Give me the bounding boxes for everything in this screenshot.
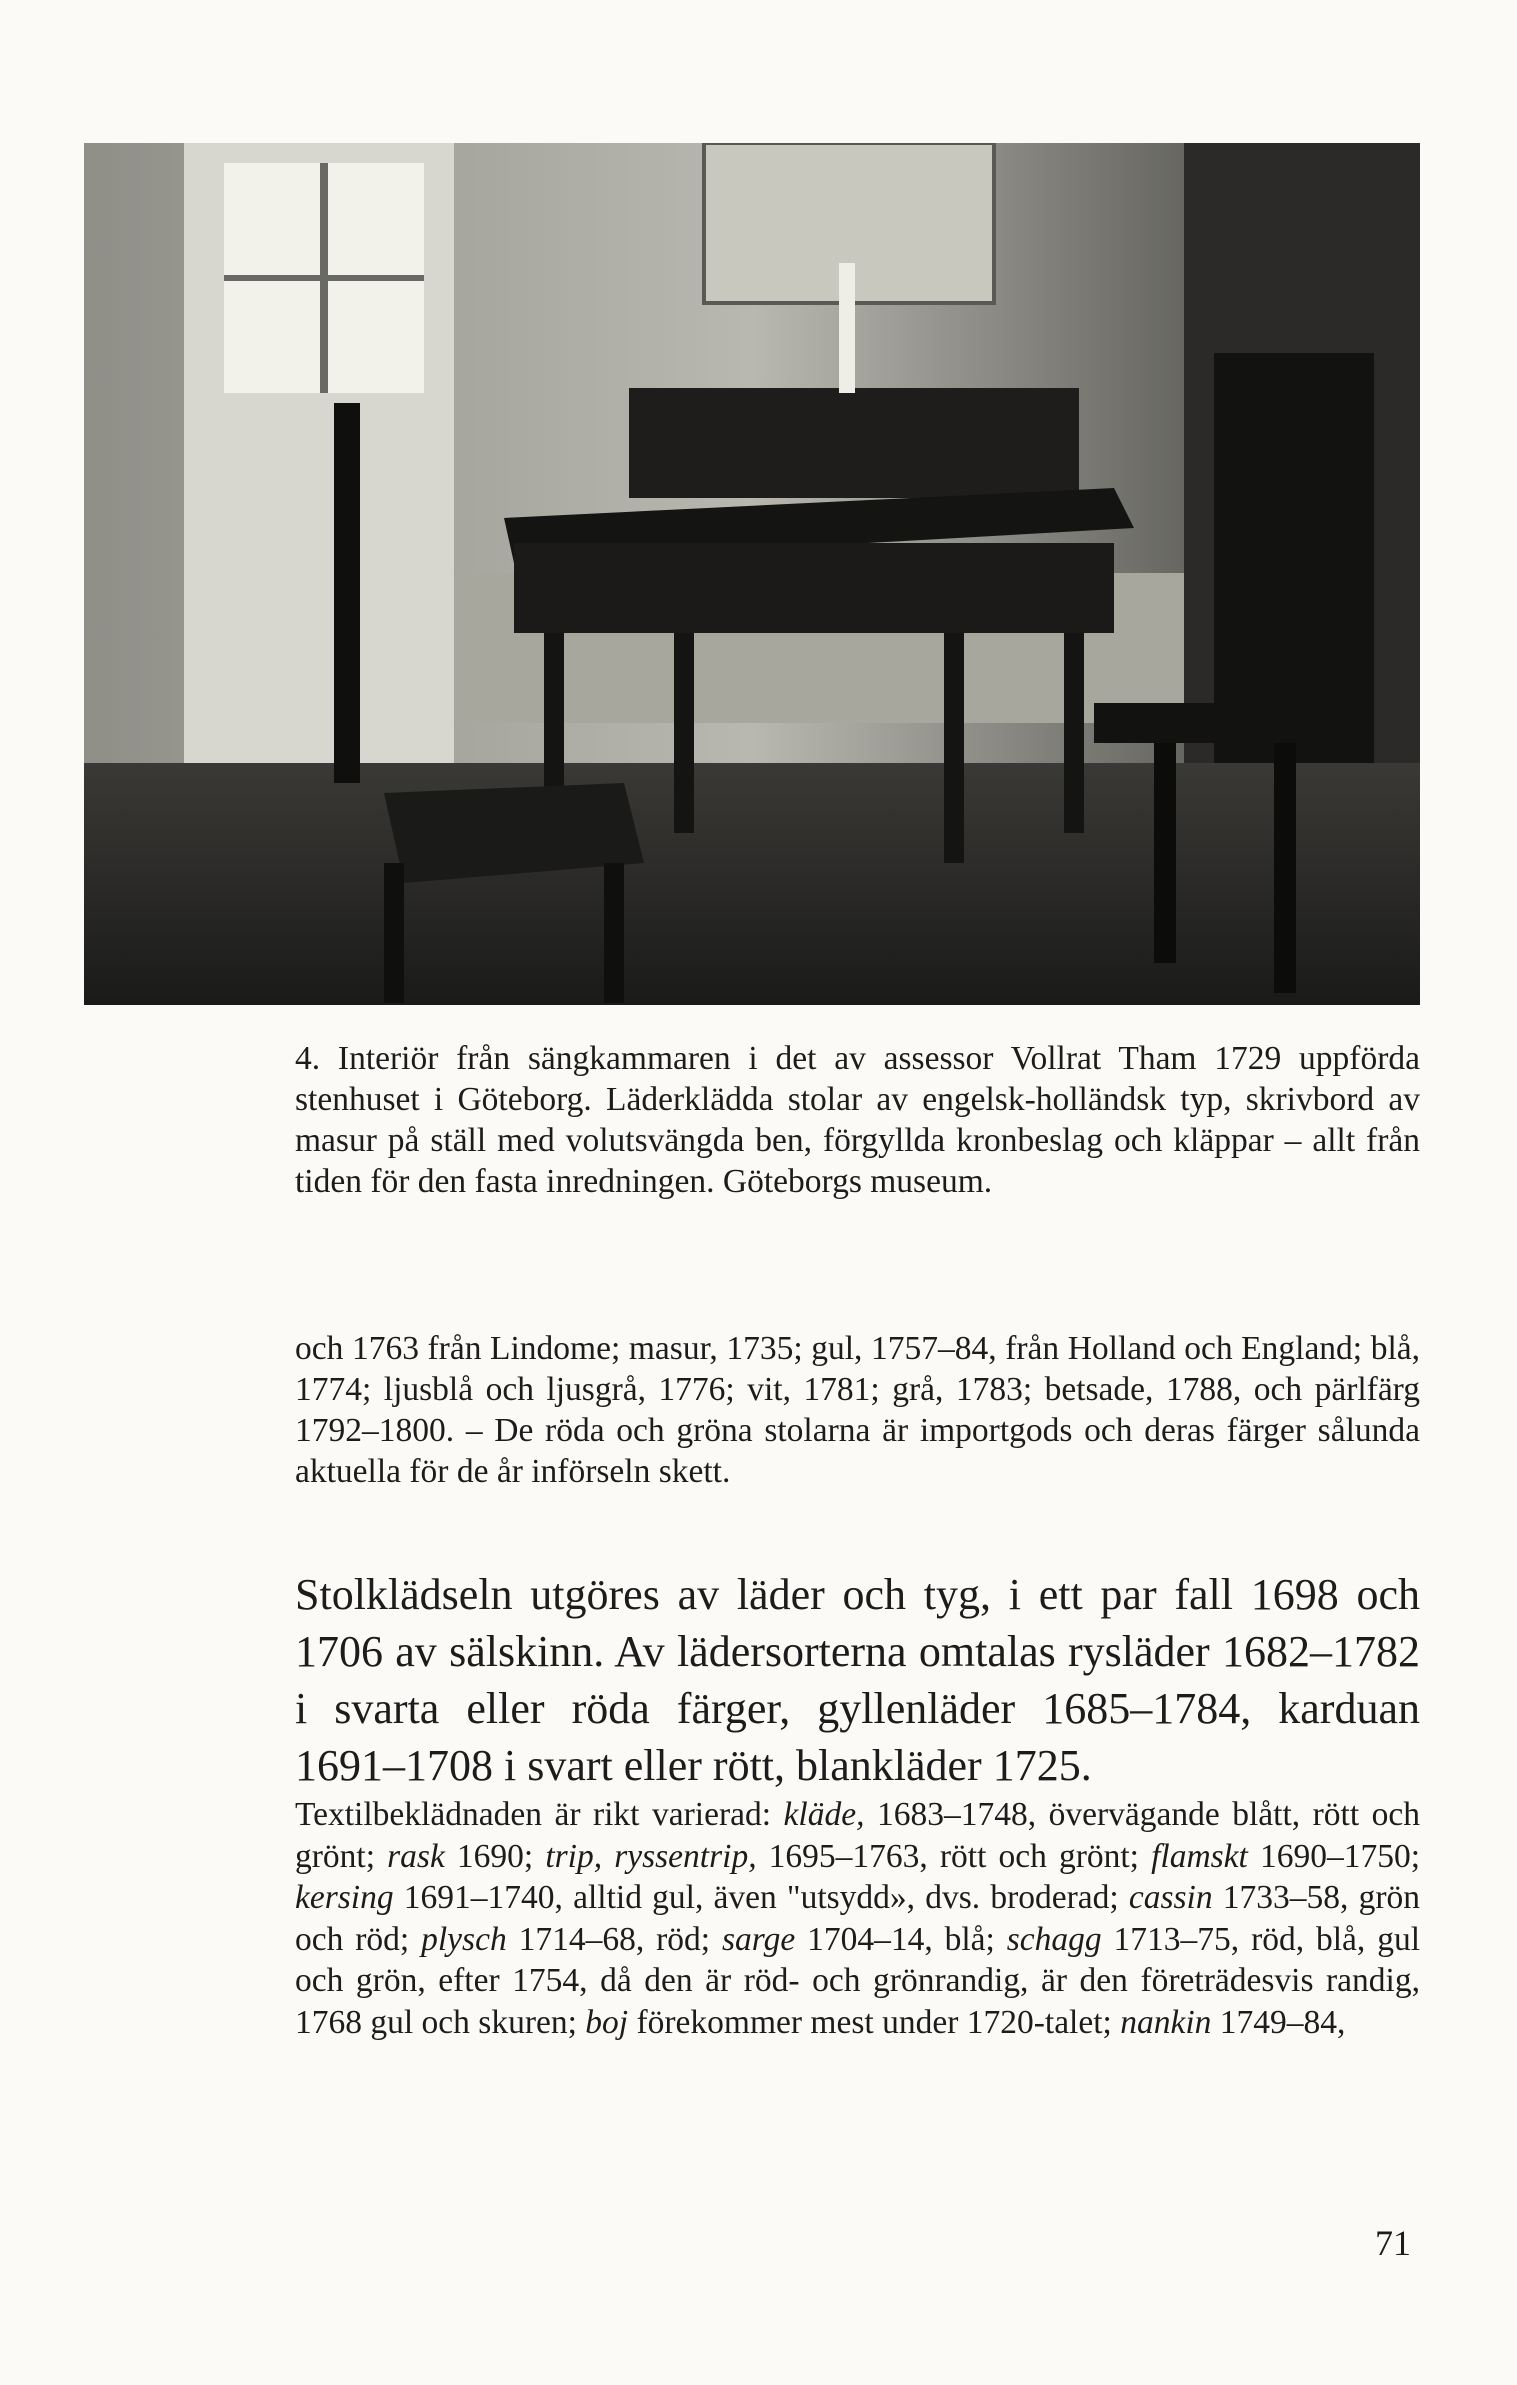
term-italic: cassin xyxy=(1128,1879,1213,1917)
figure-caption xyxy=(295,1038,1420,1202)
lead-paragraph xyxy=(295,1566,1420,1794)
term-italic: schagg xyxy=(1006,1920,1102,1958)
term-italic: plysch xyxy=(421,1920,507,1958)
text-run: 1714–68, röd; xyxy=(506,1920,722,1958)
page-number: 71 xyxy=(1375,2223,1411,2263)
interior-photo-icon xyxy=(84,143,1420,1005)
caption-text: 4. Interiör från sängkammaren i det av assessor Vollrat Tham 1729 uppförda stenhuset i Göteborg. Läderklädda stolar av engelsk-holländsk typ, skrivbord av masur på ställ med volutsvängda ben, förgyllda kronbeslag och kläppar – allt från tiden för den fasta inredningen. Göteborgs museum. xyxy=(295,1040,1420,1200)
text-run: Textilbeklädnaden är rikt varierad: xyxy=(295,1796,784,1833)
text-run: 1695–1763, rött och grönt; xyxy=(756,1837,1152,1875)
term-italic: rask xyxy=(387,1837,445,1875)
body-paragraph-1 xyxy=(295,1328,1420,1492)
interior-photo xyxy=(84,143,1420,1005)
body-paragraph-2-text xyxy=(295,1794,1420,2044)
text-run: 1683–1748, övervägande blått, rött och grönt; xyxy=(295,1796,1421,1875)
term-italic: kläde, xyxy=(783,1796,865,1833)
lead-paragraph-text: Stolklädseln utgöres av läder och tyg, i ett par fall 1698 och 1706 av sälskinn. Av lädersorterna omtalas rysläder 1682–1782 i svarta eller röda färger, gyllenläder 1685–1784, karduan 1691–1708 i svart eller rött, blankläder 1725. xyxy=(295,1570,1420,1790)
text-run: 1690–1750; xyxy=(1247,1837,1421,1875)
text-run: 1733–58, grön och röd; xyxy=(295,1879,1420,1958)
term-italic: nankin xyxy=(1120,2003,1212,2041)
text-run: 1749–84, xyxy=(1211,2003,1346,2041)
text-run: 1704–14, blå; xyxy=(795,1920,1007,1958)
body-paragraph-1-text: och 1763 från Lindome; masur, 1735; gul, 1757–84, från Holland och England; blå, 1774; ljusblå och ljusgrå, 1776; vit, 1781; grå, 1783; betsade, 1788, och pärlfärg 1792–1800. – De röda och gröna stolarna är importgods och deras färger sålunda aktuella för de år införseln skett. xyxy=(295,1330,1420,1490)
term-italic: kersing xyxy=(295,1879,394,1917)
text-run: 1690; xyxy=(444,1837,546,1875)
term-italic: sarge xyxy=(722,1920,796,1958)
term-italic: trip, ryssentrip, xyxy=(545,1837,757,1875)
text-run: 1713–75, röd, blå, gul och grön, efter 1754, då den är röd- och grönrandig, är den företrädesvis randig, 1768 gul och skuren; xyxy=(295,1920,1420,2041)
body-paragraph-2 xyxy=(295,1794,1420,2044)
term-italic: boj xyxy=(585,2003,629,2041)
text-run: 1691–1740, alltid gul, även "utsydd», dvs. broderad; xyxy=(393,1879,1129,1917)
term-italic: flamskt xyxy=(1151,1837,1248,1875)
text-run: förekommer mest under 1720-talet; xyxy=(628,2003,1121,2041)
